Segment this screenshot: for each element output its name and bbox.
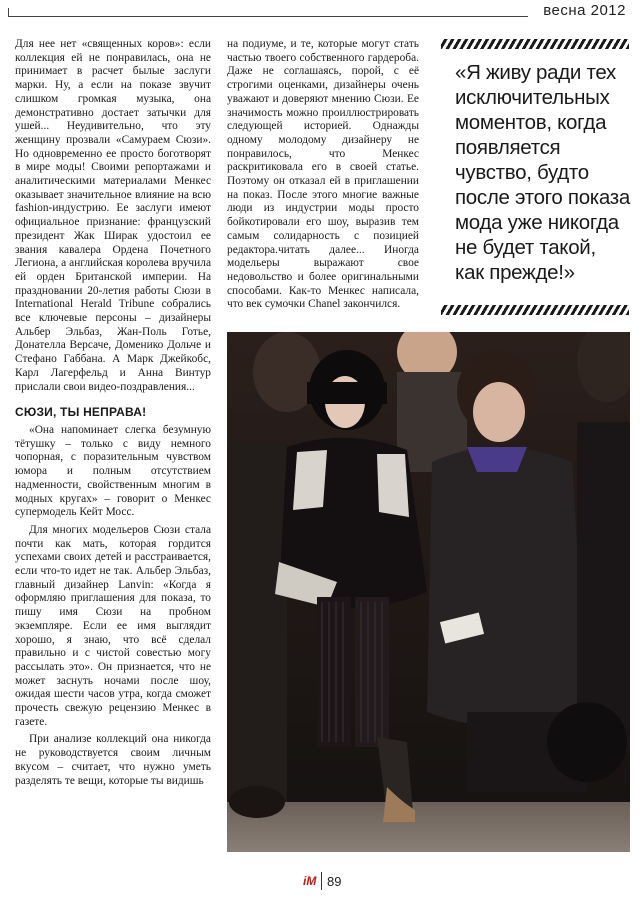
page-footer — [0, 872, 640, 892]
article-paragraph: Для многих модельеров Сюзи стала почти как мать, которая гордится успехами своих детей и расстраивается, если что-то идет не так. Альбер Эльбаз, главный дизайнер Lanvin: «Когда я оформляю приглашения для показа, то пишу имя Сюзи на пробном экземпляре. Если ее имя выглядит хорошо, я знаю, что всё сделал правильно и с чистой совестью могу рассылать это». Он признается, что не может заснуть ночами после шоу, ожидая шести часов утра, когда сможет прочесть свежую рецензию Менкес в газете. — [15, 523, 211, 728]
article-paragraph: на подиуме, и те, которые могут стать частью твоего собственного гардероба. Даже не соглашаясь, порой, с её строгими оценками, дизайнеры очень уважают и доверяют мнению Сюзи. Ее значимость можно проиллюстрировать следующей историей. Однажды одному молодому дизайнеру не понравилось, что Менкес раскритиковала его в своей статье. Поэтому он отказал ей в приглашении на показ. После этого многие важные люди из индустрии моды просто бойкотировали его шоу, выразив тем самым солидарность с позицией редактора.читать далее... Иногда модельеры выражают свое недовольство и более оригинальными способами. Как-то Менкес написала, что век сумочки Chanel закончился. — [227, 38, 419, 311]
front-row-photo — [227, 332, 630, 852]
header-rule — [8, 16, 528, 17]
article-paragraph: Для нее нет «священных коров»: если коллекция ей не понравилась, она не принимает в расчет былые заслуги марки. Ну, а если на показе звучит слишком громкая музыка, она демонстративно достает затычки для ушей... Неудивительно, что эту женщину прозвали «Самураем Сюзи». Но одновременно ее просто боготворят в мире моды! Своими репортажами и аналитическими материалами Менкес оказывает значительное влияние на всю fashion-индустрию. Ее заслуги имеют официальное признание: французский президент Жак Ширак удостоил ее звания кавалера Ордена Почетного Легиона, а английская королева вручила ей орден Британской империи. На праздновании 20-летия работы Сюзи в International Herald Tribune собрались все ключевые персоны – дизайнеры Альбер Эльбаз, Жан-Поль Готье, Донателла Версаче, Доменико Дольче и Стефано Габбана. А Марк Джейкобс, Карл Лагерфельд и Анна Винтур прислали свои видео-поздравления... — [15, 38, 211, 393]
footer-divider — [321, 872, 322, 890]
pull-quote: «Я живу ради тех исключительных моментов, когда появляется чувство, будто после этого показа мода уже никогда не будет такой, как прежде!» — [455, 61, 630, 284]
issue-label: весна 2012 — [543, 2, 626, 19]
article-paragraph: При анализе коллекций она никогда не руководствуется своим личным вкусом – считает, что нужно уметь разделять те вещи, которые ты видишь — [15, 733, 211, 787]
section-subheading: СЮЗИ, ТЫ НЕПРАВА! — [15, 405, 147, 420]
article-paragraph: «Она напоминает слегка безумную тётушку – только с виду немного чопорная, с поразительным чувством юмора и полным отсутствием надменности, свойственным многим в модных кругах» – говорит о Менкес супермодель Кейт Мосс. — [15, 423, 211, 519]
pullquote-bottom-stripes — [441, 305, 629, 315]
page-number: 89 — [327, 874, 342, 889]
text-column-2 — [227, 38, 419, 316]
magazine-logo: iM — [303, 874, 317, 888]
pullquote-top-stripes — [441, 39, 629, 49]
text-column-1 — [15, 38, 211, 792]
